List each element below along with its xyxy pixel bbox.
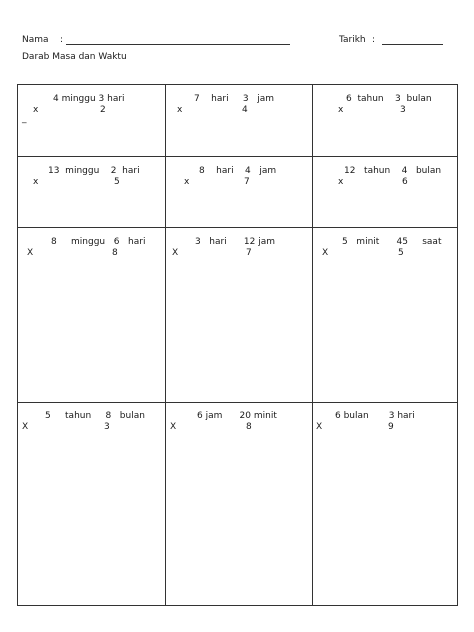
problem-multiplier: 7 (246, 248, 252, 258)
date-colon: : (372, 35, 376, 45)
problem-cell[interactable] (18, 402, 165, 606)
multiply-sign: X (322, 248, 329, 258)
problem-top: 3 hari 12 jam (195, 237, 275, 247)
problem-top: 5 tahun 8 bulan (45, 411, 145, 421)
problem-cell[interactable] (312, 85, 458, 156)
problem-cell[interactable] (165, 156, 312, 227)
problem-multiplier: 7 (244, 177, 250, 187)
problem-cell[interactable] (18, 156, 165, 227)
multiply-sign: x (33, 177, 39, 187)
problem-multiplier: 5 (114, 177, 120, 187)
problem-grid (17, 84, 458, 606)
problem-cell[interactable] (18, 85, 165, 156)
problem-cell[interactable] (165, 85, 312, 156)
problem-multiplier: 5 (398, 248, 404, 258)
date-answer-line[interactable] (382, 44, 443, 45)
problem-cell[interactable] (18, 227, 165, 402)
problem-cell[interactable] (312, 227, 458, 402)
problem-top: 4 minggu 3 hari (53, 94, 125, 104)
multiply-sign: x (33, 105, 39, 115)
multiply-sign: X (316, 422, 323, 432)
problem-multiplier: 8 (246, 422, 252, 432)
problem-top: 6 bulan 3 hari (335, 411, 415, 421)
problem-top: 7 hari 3 jam (194, 94, 274, 104)
problem-top: 5 minit 45 saat (342, 237, 442, 247)
multiply-sign: X (22, 422, 29, 432)
problem-cell[interactable] (165, 227, 312, 402)
problem-top: 8 minggu 6 hari (51, 237, 146, 247)
problem-multiplier: 6 (402, 177, 408, 187)
problem-multiplier: 8 (112, 248, 118, 258)
name-colon: : (60, 35, 64, 45)
multiply-sign: x (177, 105, 183, 115)
problem-cell[interactable] (165, 402, 312, 606)
problem-multiplier: 3 (104, 422, 110, 432)
problem-multiplier: 3 (400, 105, 406, 115)
problem-top: 8 hari 4 jam (199, 166, 277, 176)
multiply-sign: x (338, 177, 344, 187)
problem-top: 13 minggu 2 hari (48, 166, 140, 176)
name-label: Nama (22, 35, 49, 45)
problem-multiplier: 9 (388, 422, 394, 432)
problem-multiplier: 4 (242, 105, 248, 115)
multiply-sign: x (338, 105, 344, 115)
multiply-sign: X (27, 248, 34, 258)
problem-top: 6 jam 20 minit (197, 411, 277, 421)
problem-top: 6 tahun 3 bulan (346, 94, 432, 104)
worksheet-subtitle: Darab Masa dan Waktu (22, 52, 127, 62)
multiply-sign: x (184, 177, 190, 187)
name-answer-line[interactable] (66, 44, 290, 45)
problem-multiplier: 2 (100, 105, 106, 115)
multiply-sign: X (172, 248, 179, 258)
multiply-sign: X (170, 422, 177, 432)
date-label: Tarikh (339, 35, 366, 45)
answer-mark: _ (22, 114, 27, 124)
problem-cell[interactable] (312, 156, 458, 227)
problem-cell[interactable] (312, 402, 458, 606)
problem-top: 12 tahun 4 bulan (344, 166, 442, 176)
